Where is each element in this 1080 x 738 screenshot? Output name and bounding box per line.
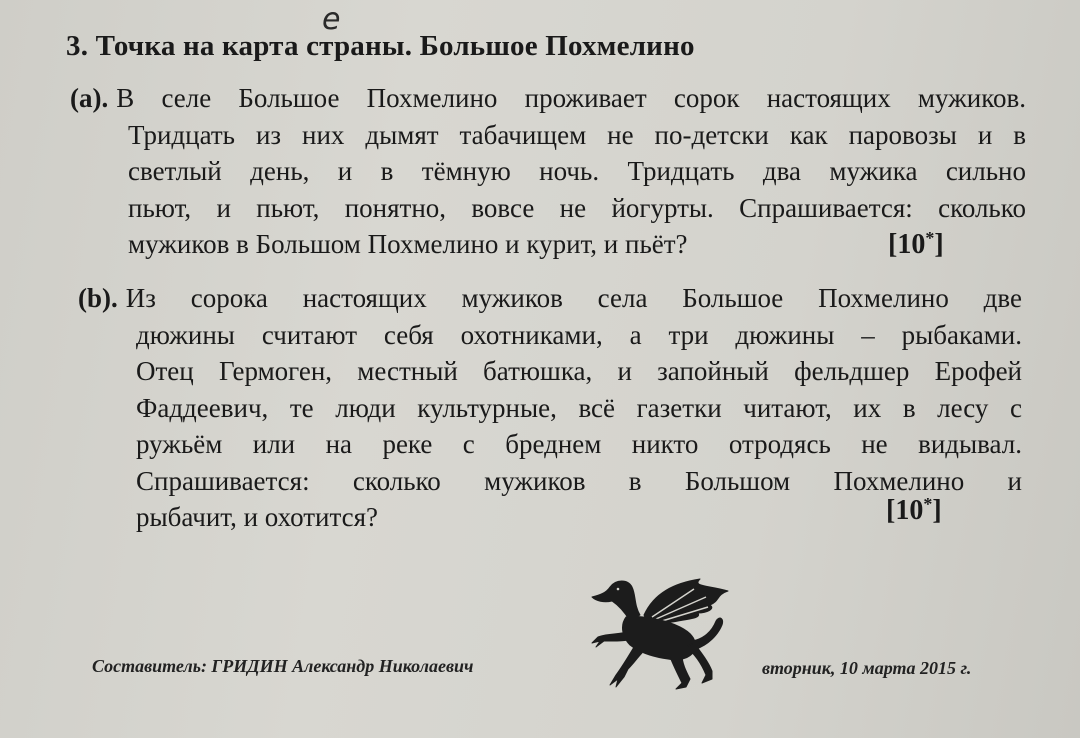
problem-b-label: (b). — [78, 283, 118, 313]
griffin-icon — [582, 575, 732, 693]
footer-author: Составитель: ГРИДИН Александр Николаевич — [92, 656, 474, 676]
handwritten-correction: е — [322, 2, 341, 37]
problem-title: 3. Точка на карта страны. Большое Похмелино — [66, 30, 695, 62]
problem-b-points: [10*] — [886, 494, 942, 526]
footer-date: вторник, 10 марта 2015 г. — [762, 658, 972, 678]
problem-a-line: Тридцать из них дымят табачищем не по-детски как паровозы и в — [128, 119, 1026, 150]
problem-a-label: (a). — [70, 83, 109, 113]
problem-a-line: (a). В селе Большое Похмелино проживает сорок настоящих мужиков. — [70, 83, 1026, 113]
problem-a-line: мужиков в Большом Похмелино и курит, и пьёт? — [128, 229, 688, 259]
problem-a-line: пьют, и пьют, понятно, вовсе не йогурты. Спрашивается: сколько — [128, 192, 1026, 223]
problem-b-line: (b). Из сорока настоящих мужиков села Большое Похмелино две — [78, 283, 1022, 313]
problem-b-line: Отец Гермоген, местный батюшка, и запойный фельдшер Ерофей — [136, 356, 1022, 386]
problem-b — [78, 280, 1022, 536]
problem-a-points: [10*] — [888, 228, 944, 260]
problem-a-line: светлый день, и в тёмную ночь. Тридцать два мужика сильно — [128, 156, 1026, 186]
problem-b-line: ружьём или на реке с бреднем никто отродясь не видывал. — [136, 429, 1022, 459]
problem-a — [70, 80, 1026, 263]
problem-b-line: рыбачит, и охотится? — [136, 502, 378, 532]
problem-b-line: дюжины считают себя охотниками, а три дюжины – рыбаками. — [136, 319, 1022, 350]
problem-b-line: Спрашивается: сколько мужиков в Большом Похмелино и — [136, 465, 1022, 496]
problem-b-line: Фаддеевич, те люди культурные, всё газетки читают, их в лесу с — [136, 392, 1022, 423]
